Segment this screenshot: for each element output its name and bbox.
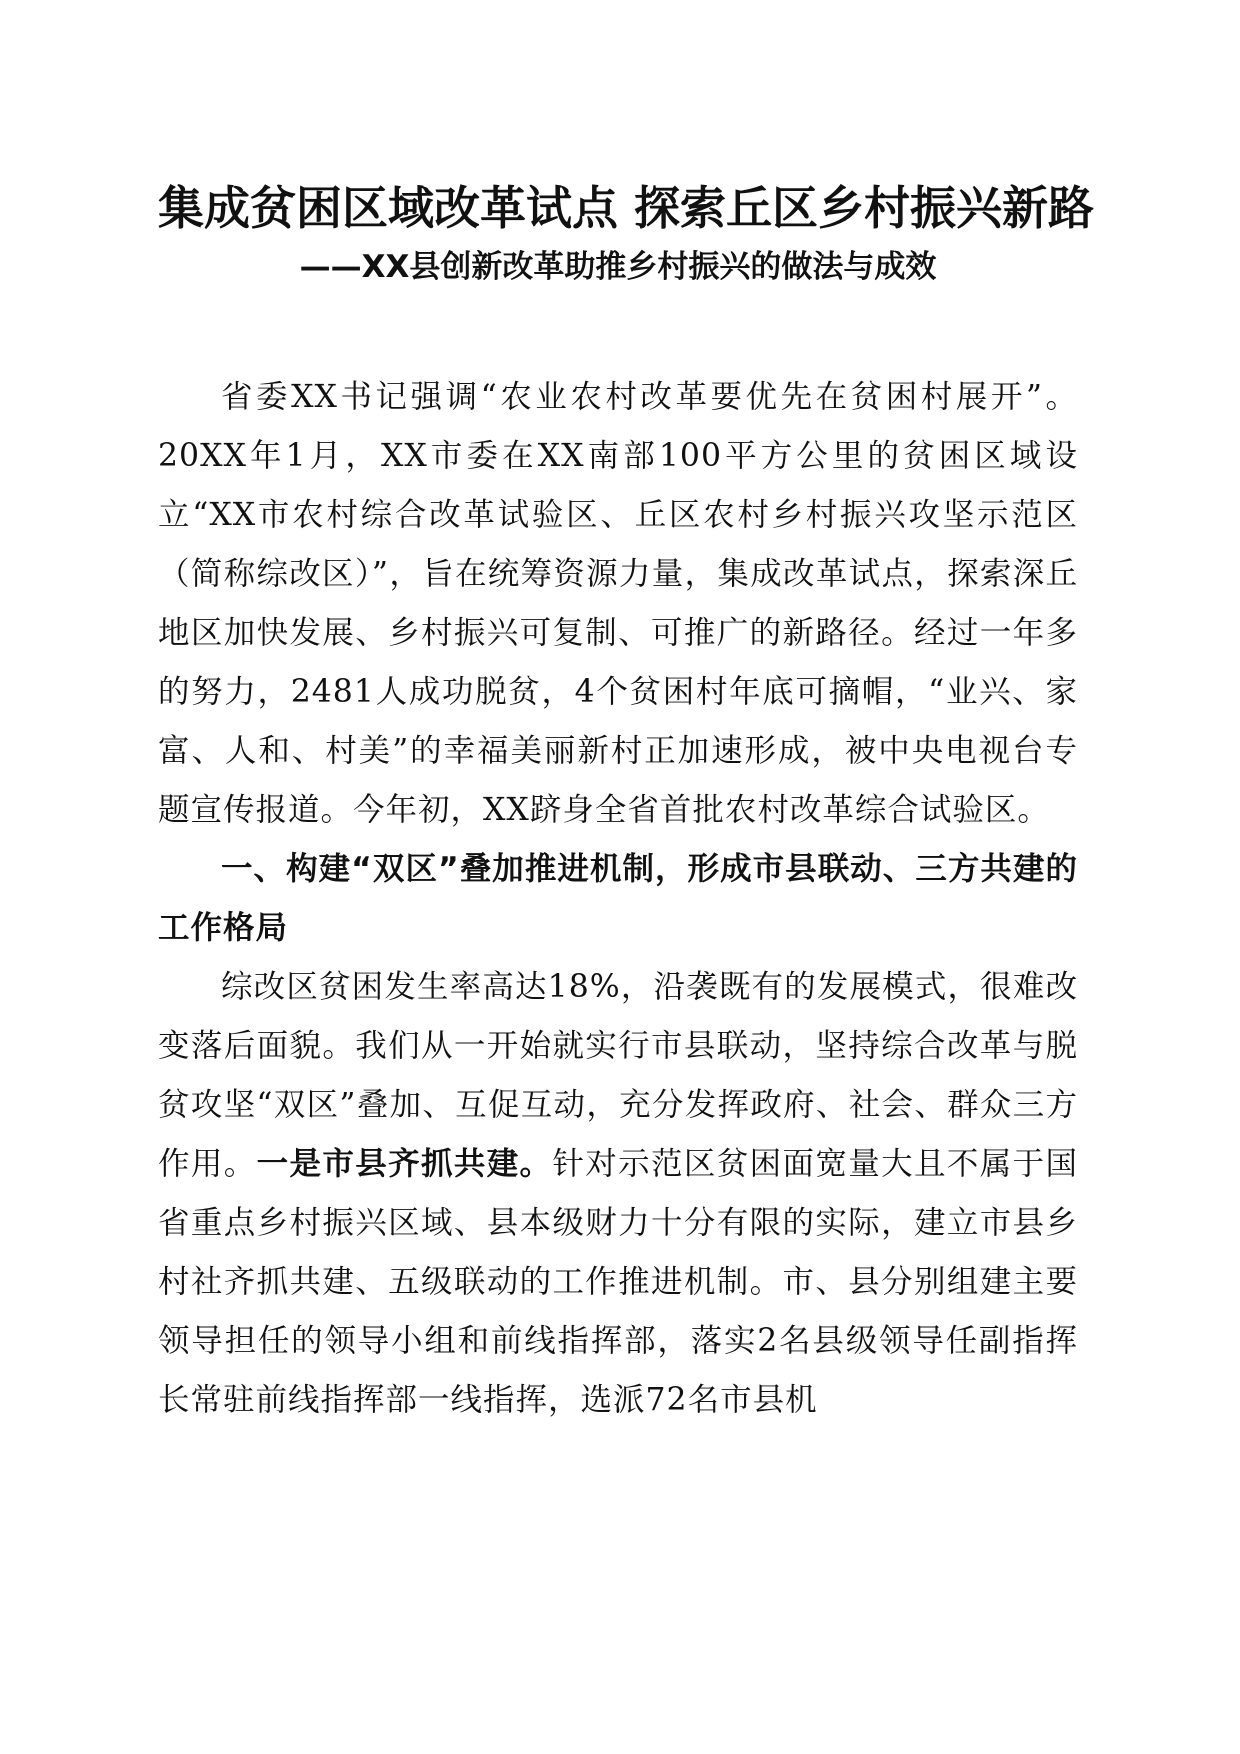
- document-page: [158, 178, 1095, 1430]
- section-1-paragraph-end: 针对示范区贫困面宽量大且不属于国省重点乡村振兴区域、县本级财力十分有限的实际，建立市县乡村社齐抓共建、五级联动的工作推进机制。市、县分别组建主要领导担任的领导小组和前线指挥部，落实2名县级领导任副指挥长常驻前线指挥部一线指挥，选派72名市县机: [158, 1146, 1078, 1418]
- section-1-paragraph: [158, 958, 1078, 1430]
- document-body: [158, 368, 1078, 1430]
- intro-paragraph: 省委XX书记强调“农业农村改革要优先在贫困村展开”。20XX年1月，XX市委在XX南部100平方公里的贫困区域设立“XX市农村综合改革试验区、丘区农村乡村振兴攻坚示范区（简称综改区）”，旨在统筹资源力量，集成改革试点，探索深丘地区加快发展、乡村振兴可复制、可推广的新路径。经过一年多的努力，2481人成功脱贫，4个贫困村年底可摘帽，“业兴、家富、人和、村美”的幸福美丽新村正加速形成，被中央电视台专题宣传报道。今年初，XX跻身全省首批农村改革综合试验区。: [158, 379, 1078, 828]
- section-1-heading: 一、构建“双区”叠加推进机制，形成市县联动、三方共建的工作格局: [158, 851, 1078, 946]
- section-1-lead-phrase: 一是市县齐抓共建。: [256, 1146, 553, 1182]
- document-title: 集成贫困区域改革试点 探索丘区乡村振兴新路: [158, 181, 1095, 235]
- document-subtitle: ——XX县创新改革助推乡村振兴的做法与成效: [299, 249, 937, 285]
- section-1-paragraph-start: 综改区贫困发生率高达18%，沿袭既有的发展模式，很难改变落后面貌。我们从一开始就实行市县联动，坚持综合改革与脱贫攻坚“双区”叠加、互促互动，充分发挥政府、社会、群众三方作用。: [158, 969, 1078, 1182]
